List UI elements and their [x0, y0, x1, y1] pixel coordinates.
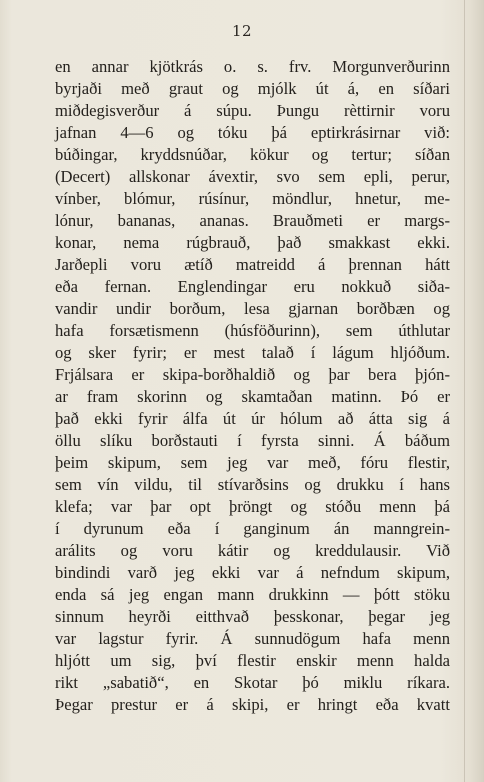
- text-line: öllu slíku borðstauti í fyrsta sinni. Á báðum: [55, 431, 450, 450]
- page-number: 12: [231, 22, 253, 40]
- text-line: rikt „sabatið“, en Skotar þó miklu ríkara.: [55, 673, 450, 692]
- text-line: klefa; var þar opt þröngt og stóðu menn þá: [55, 497, 450, 516]
- text-line: sem vín vildu, til stívarðsins og drukku í hans: [55, 475, 450, 494]
- text-line: arálits og voru kátir og kreddulausir. Við: [55, 541, 450, 560]
- text-line: Þegar prestur er á skipi, er hringt eða kvatt: [55, 695, 450, 714]
- text-line: byrjaði með graut og mjólk út á, en síðari: [55, 79, 450, 98]
- text-line: (Decert) allskonar ávextir, svo sem epli, perur,: [55, 167, 450, 186]
- text-line: en annar kjötkrás o. s. frv. Morgunverðurinn: [55, 57, 450, 76]
- text-line: eða fernan. Englendingar eru nokkuð siða-: [55, 277, 450, 296]
- text-line: vandir undir borðum, lesa gjarnan borðbæn og: [55, 299, 450, 318]
- text-line: lónur, bananas, ananas. Brauðmeti er margs-: [55, 211, 450, 230]
- text-line: hafa forsætismenn (húsföðurinn), sem úthlutar: [55, 321, 450, 340]
- text-line: miðdegisverður á súpu. Þungu rèttirnir voru: [55, 101, 450, 120]
- text-line: enda sá jeg engan mann drukkinn — þótt stöku: [55, 585, 450, 604]
- text-line: sinnum heyrði eitthvað þesskonar, þegar jeg: [55, 607, 450, 626]
- text-line: ar fram skorinn og skamtaðan matinn. Þó er: [55, 387, 450, 406]
- text-line: vínber, blómur, rúsínur, möndlur, hnetur, me-: [55, 189, 450, 208]
- page-edge-divider: [464, 0, 465, 782]
- text-line: bindindi varð jeg ekki var á nefndum skipum,: [55, 563, 450, 582]
- text-line: jafnan 4—6 og tóku þá eptirkrásirnar við:: [55, 123, 450, 142]
- text-line: var lagstur fyrir. Á sunnudögum hafa menn: [55, 629, 450, 648]
- text-line: það ekki fyrir álfa út úr hólum að átta sig á: [55, 409, 450, 428]
- text-line: og sker fyrir; er mest talað í lágum hljóðum.: [55, 343, 450, 362]
- text-line: Jarðepli voru ætíð matreidd á þrennan hátt: [55, 255, 450, 274]
- text-line: hljótt um sig, því flestir enskir menn halda: [55, 651, 450, 670]
- text-line: í dyrunum eða í ganginum án manngrein-: [55, 519, 450, 538]
- text-line: konar, nema rúgbrauð, það smakkast ekki.: [55, 233, 450, 252]
- text-line: búðingar, kryddsnúðar, kökur og tertur; síðan: [55, 145, 450, 164]
- body-text: [55, 56, 450, 716]
- text-line: Frjálsara er skipa-borðhaldið og þar bera þjón-: [55, 365, 450, 384]
- text-line: þeim skipum, sem jeg var með, fóru flestir,: [55, 453, 450, 472]
